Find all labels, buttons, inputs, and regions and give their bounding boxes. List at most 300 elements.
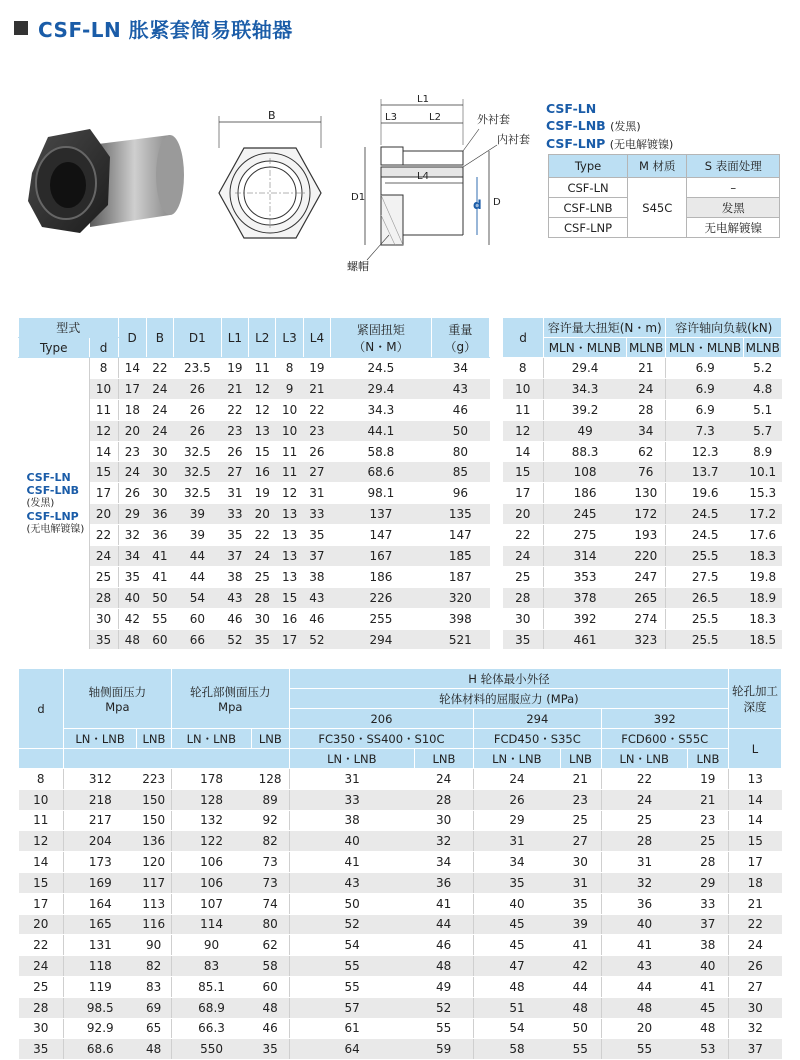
table-cell: 30 [249,608,276,629]
table-cell: 35 [118,566,146,587]
table-cell: 15 [276,587,303,608]
table-row [503,546,782,567]
table-cell: 23.5 [174,358,222,379]
table-row [19,358,490,379]
dimension-table [18,317,490,650]
table-cell: 116 [137,914,172,935]
dim-header-L1: L1 [221,318,248,358]
table-cell: 14 [19,852,64,873]
table-cell: 24 [146,378,173,399]
table-cell: 30 [503,608,544,629]
table-cell: 89 [251,789,289,810]
table-cell: 12 [89,420,118,441]
table-cell: 165 [64,914,137,935]
table-cell: 24 [601,789,687,810]
table-cell: 22 [303,399,330,420]
table-cell: 187 [431,566,489,587]
table-cell: 35 [474,872,560,893]
table-cell: 48 [251,997,289,1018]
table-cell: 10 [19,789,64,810]
table-cell: 48 [414,956,473,977]
table-cell: 50 [560,1018,601,1039]
table-cell: 147 [431,525,489,546]
table-cell: 320 [431,587,489,608]
table-cell: 64 [289,1039,414,1060]
table-row [19,629,490,650]
mat-row-type: CSF-LN [549,178,628,198]
press-subheader: LNB [414,749,473,769]
table-cell: 41 [146,566,173,587]
table-cell: 26 [174,420,222,441]
table-cell: 15 [503,462,544,483]
table-cell: 39.2 [544,399,627,420]
press-header-206: 206 [289,709,473,729]
table-cell: 36 [146,504,173,525]
table-cell: 41 [601,935,687,956]
press-subheader: LN・LNB [289,749,414,769]
table-cell: 27.5 [666,566,744,587]
mat-material-value: S45C [628,178,687,238]
table-cell: 41 [414,893,473,914]
table-cell: 46 [414,935,473,956]
table-cell: 55 [560,1039,601,1060]
table-cell: 32.5 [174,483,222,504]
table-cell: 35 [251,1039,289,1060]
dim-D-label: D [493,197,501,208]
table-cell: 25 [249,566,276,587]
table-cell: 17.2 [744,504,782,525]
table-cell: 10 [503,378,544,399]
table-cell: 54 [474,1018,560,1039]
table-cell: 39 [174,504,222,525]
dim-D1-label: D1 [351,192,366,203]
table-cell: 40 [601,914,687,935]
table-cell: 550 [171,1039,251,1060]
table-cell: 41 [146,546,173,567]
pressure-table [18,668,782,1060]
press-header-L: L [729,729,782,769]
table-cell: 106 [171,872,251,893]
table-cell: 24 [19,956,64,977]
table-cell: 29.4 [544,358,627,379]
table-cell: 60 [251,976,289,997]
table-row [503,378,782,399]
table-cell: 21 [626,358,666,379]
table-cell: 36 [601,893,687,914]
table-cell: 173 [64,852,137,873]
load-subheader: MLNB [744,338,782,358]
table-cell: 41 [289,852,414,873]
table-cell: 33 [221,504,248,525]
table-cell: 46 [251,1018,289,1039]
table-cell: 226 [331,587,432,608]
table-cell: 68.6 [331,462,432,483]
load-table [502,317,782,650]
table-cell: 24 [118,462,146,483]
table-cell: 13.7 [666,462,744,483]
table-cell: 90 [171,935,251,956]
table-cell: 55 [601,1039,687,1060]
table-row [19,420,490,441]
table-row [19,483,490,504]
table-cell: 28 [503,587,544,608]
table-cell: 26.5 [666,587,744,608]
table-cell: 55 [146,608,173,629]
table-cell: 22 [503,525,544,546]
table-cell: 13 [249,420,276,441]
table-cell: 24 [729,935,782,956]
table-cell: 398 [431,608,489,629]
table-cell: 24 [414,769,473,790]
table-cell: 10 [276,420,303,441]
table-cell: 22 [601,769,687,790]
table-cell: 90 [137,935,172,956]
table-cell: 33 [303,504,330,525]
table-cell: 17 [19,893,64,914]
table-cell: 80 [251,914,289,935]
table-cell: 32 [118,525,146,546]
press-header-yield: 轮体材料的屈服应力 (MPa) [289,689,728,709]
table-cell: 92.9 [64,1018,137,1039]
table-cell: 30 [729,997,782,1018]
table-cell: 45 [474,914,560,935]
table-row [19,872,782,893]
table-cell: 18 [118,399,146,420]
table-cell: 44 [414,914,473,935]
table-cell: 48 [560,997,601,1018]
table-cell: 62 [626,441,666,462]
load-header-torque: 容许量大扭矩(N・m) [544,318,666,338]
table-cell: 66 [174,629,222,650]
table-cell: 48 [474,976,560,997]
inner-sleeve-label: 内衬套 [497,133,530,146]
table-cell: 30 [414,810,473,831]
table-cell: 48 [137,1039,172,1060]
table-cell: 49 [414,976,473,997]
table-cell: 18.5 [744,629,782,650]
table-cell: 35 [221,525,248,546]
table-cell: 10.1 [744,462,782,483]
table-cell: 18 [729,872,782,893]
table-cell: 108 [544,462,627,483]
table-row [503,629,782,650]
table-cell: 23 [560,789,601,810]
press-header-mat1: FC350・SS400・S10C [289,729,473,749]
dim-L4-label: L4 [417,171,429,182]
table-row [19,399,490,420]
table-cell: 20 [19,914,64,935]
table-cell: 54 [289,935,414,956]
table-cell: 150 [137,789,172,810]
table-cell: 128 [251,769,289,790]
table-cell: 30 [146,483,173,504]
table-cell: 13 [276,525,303,546]
table-cell: 31 [560,872,601,893]
table-cell: 44.1 [331,420,432,441]
table-cell: 11 [503,399,544,420]
table-cell: 23 [118,441,146,462]
dim-header-D: D [118,318,146,358]
table-cell: 22 [146,358,173,379]
dim-header-type: Type [19,338,90,358]
table-cell: 69 [137,997,172,1018]
table-cell: 25 [601,810,687,831]
table-row [503,462,782,483]
table-row [19,976,782,997]
table-cell: 68.9 [171,997,251,1018]
table-cell: 24 [474,769,560,790]
table-cell: 48 [601,997,687,1018]
dim-header-weight: 重量 （g） [431,318,489,358]
table-cell: 14 [89,441,118,462]
table-cell: 186 [331,566,432,587]
table-cell: 29.4 [331,378,432,399]
table-cell: 26 [174,399,222,420]
table-cell: 31 [221,483,248,504]
table-cell: 21 [687,789,728,810]
table-cell: 245 [544,504,627,525]
table-cell: 12 [249,399,276,420]
table-cell: 15 [19,872,64,893]
table-cell: 28 [414,789,473,810]
mat-header-type: Type [549,155,628,178]
press-subheader: LNB [251,729,289,749]
table-cell: 17 [118,378,146,399]
table-cell: 35 [560,893,601,914]
table-cell: 40 [687,956,728,977]
table-cell: 40 [474,893,560,914]
table-row [503,566,782,587]
table-cell: 25 [89,566,118,587]
table-cell: 15 [89,462,118,483]
table-cell: 73 [251,872,289,893]
material-table [548,154,780,238]
table-cell: 44 [560,976,601,997]
table-row [19,441,490,462]
table-row [19,504,490,525]
table-cell: 132 [171,810,251,831]
table-cell: 255 [331,608,432,629]
table-cell: 25 [560,810,601,831]
table-cell: 24 [89,546,118,567]
table-cell: 27 [303,462,330,483]
table-cell: 10 [89,378,118,399]
table-cell: 35 [303,525,330,546]
table-cell: 32 [601,872,687,893]
table-cell: 137 [331,504,432,525]
table-cell: 25 [503,566,544,587]
press-subheader: LN・LNB [474,749,560,769]
table-cell: 169 [64,872,137,893]
table-cell: 24.5 [666,504,744,525]
table-cell: 13 [729,769,782,790]
table-cell: 12 [503,420,544,441]
load-subheader: MLN・MLNB [666,338,744,358]
dim-d-label: d [473,198,482,212]
table-cell: 41 [560,935,601,956]
table-row [19,893,782,914]
press-subheader: LN・LNB [171,729,251,749]
table-cell: 19 [303,358,330,379]
table-cell: 12.3 [666,441,744,462]
table-row [19,831,782,852]
mat-row-surface: 无电解镀镍 [687,218,780,238]
table-cell: 164 [64,893,137,914]
table-cell: 96 [431,483,489,504]
table-cell: 186 [544,483,627,504]
table-cell: 44 [174,566,222,587]
table-cell: 37 [221,546,248,567]
press-header-mat3: FCD600・S55C [601,729,729,749]
table-cell: 12 [276,483,303,504]
table-cell: 323 [626,629,666,650]
table-cell: 61 [289,1018,414,1039]
table-cell: 27 [560,831,601,852]
table-cell: 32.5 [174,441,222,462]
table-cell: 19 [249,483,276,504]
table-cell: 25 [687,831,728,852]
table-cell: 392 [544,608,627,629]
table-cell: 32 [729,1018,782,1039]
table-cell: 128 [171,789,251,810]
table-cell: 50 [146,587,173,608]
table-cell: 30 [19,1018,64,1039]
table-cell: 26 [729,956,782,977]
legend-line-2: CSF-LNB (发黑) [546,118,641,133]
table-cell: 35 [503,629,544,650]
table-cell: 35 [249,629,276,650]
table-cell: 38 [687,935,728,956]
press-subheader: LNB [137,729,172,749]
press-header-depth: 轮孔加工深度 [729,669,782,729]
table-cell: 27 [729,976,782,997]
table-row [503,525,782,546]
table-cell: 30 [89,608,118,629]
table-cell: 113 [137,893,172,914]
mat-row-surface: – [687,178,780,198]
table-cell: 13 [276,546,303,567]
table-cell: 98.1 [331,483,432,504]
table-row [503,358,782,379]
table-cell: 217 [64,810,137,831]
table-cell: 8 [19,769,64,790]
mat-row-surface: 发黑 [687,198,780,218]
table-cell: 51 [474,997,560,1018]
table-cell: 34 [118,546,146,567]
table-row [503,483,782,504]
table-cell: 39 [174,525,222,546]
table-cell: 24 [503,546,544,567]
table-cell: 60 [174,608,222,629]
mat-header-material: M 材质 [628,155,687,178]
table-cell: 17 [503,483,544,504]
table-cell: 14 [118,358,146,379]
title-square-icon [14,21,28,35]
table-cell: 19.6 [666,483,744,504]
table-cell: 31 [289,769,414,790]
table-cell: 23 [221,420,248,441]
table-cell: 43 [303,587,330,608]
table-cell: 82 [251,831,289,852]
table-row [19,810,782,831]
table-cell: 26 [303,441,330,462]
table-cell: 88.3 [544,441,627,462]
table-cell: 39 [560,914,601,935]
dim-header-L4: L4 [303,318,330,358]
table-cell: 20 [118,420,146,441]
table-cell: 11 [89,399,118,420]
table-cell: 50 [289,893,414,914]
table-row [19,1039,782,1060]
table-row [19,546,490,567]
table-cell: 33 [687,893,728,914]
table-row [19,914,782,935]
table-cell: 26 [474,789,560,810]
table-cell: 172 [626,504,666,525]
table-cell: 28 [19,997,64,1018]
table-cell: 15 [249,441,276,462]
pressure-table-body [19,769,782,1060]
table-cell: 150 [137,810,172,831]
table-cell: 44 [174,546,222,567]
mat-row-type: CSF-LNP [549,218,628,238]
table-cell: 147 [331,525,432,546]
table-cell: 42 [118,608,146,629]
table-cell: 52 [303,629,330,650]
table-cell: 9 [276,378,303,399]
table-row [19,852,782,873]
table-cell: 17 [729,852,782,873]
table-cell: 353 [544,566,627,587]
table-cell: 41 [687,976,728,997]
table-cell: 32 [414,831,473,852]
table-row [19,566,490,587]
table-cell: 16 [276,608,303,629]
load-subheader: MLNB [626,338,666,358]
table-cell: 314 [544,546,627,567]
table-cell: 106 [171,852,251,873]
press-subheader: LNB [560,749,601,769]
table-cell: 28 [601,831,687,852]
mat-header-surface: S 表面处理 [687,155,780,178]
table-cell: 119 [64,976,137,997]
dim-L1-label: L1 [417,94,429,105]
table-cell: 117 [137,872,172,893]
table-cell: 28 [626,399,666,420]
table-cell: 22 [729,914,782,935]
table-cell: 265 [626,587,666,608]
table-cell: 18.9 [744,587,782,608]
table-cell: 37 [687,914,728,935]
table-cell: 68.6 [64,1039,137,1060]
table-cell: 223 [137,769,172,790]
table-row [503,587,782,608]
table-cell: 8.9 [744,441,782,462]
table-cell: 20 [503,504,544,525]
table-cell: 19.8 [744,566,782,587]
table-cell: 85 [431,462,489,483]
table-cell: 21 [729,893,782,914]
table-cell: 62 [251,935,289,956]
dim-L2-label: L2 [429,112,441,123]
table-row [503,504,782,525]
table-cell: 6.9 [666,378,744,399]
page-title: CSF-LN 胀紧套简易联轴器 [38,17,293,42]
table-cell: 26 [221,441,248,462]
table-row [19,956,782,977]
table-cell: 461 [544,629,627,650]
table-cell: 55 [289,956,414,977]
